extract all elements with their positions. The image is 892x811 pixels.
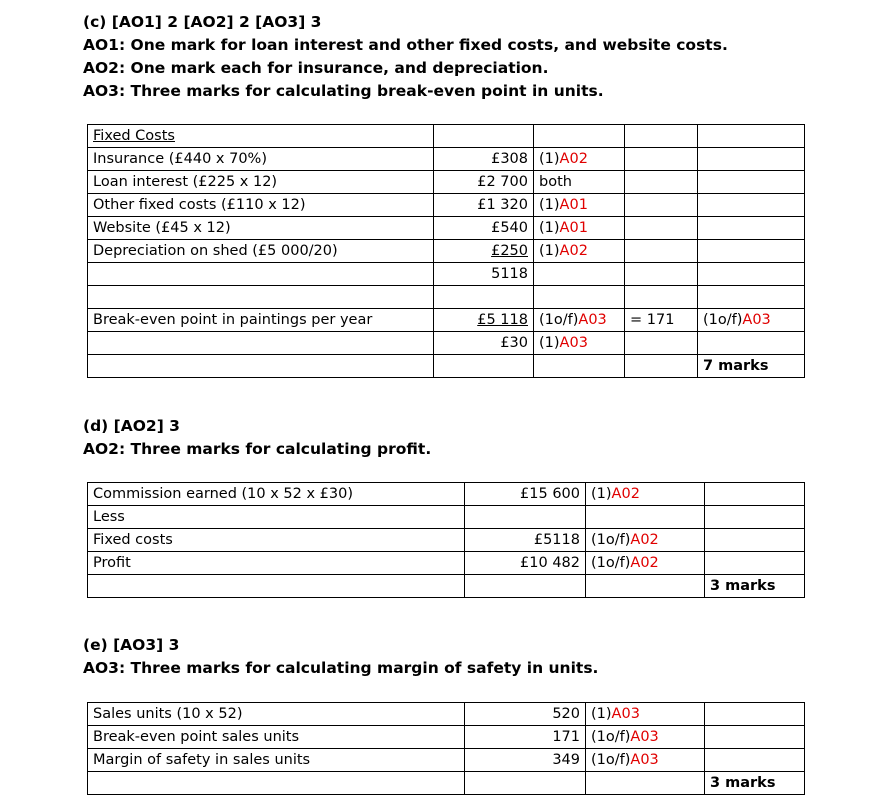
table-row bbox=[88, 772, 805, 795]
table-row bbox=[88, 726, 805, 749]
section-e-heading: (e) [AO3] 3 bbox=[83, 636, 180, 654]
table-row bbox=[88, 506, 805, 529]
table-row bbox=[88, 240, 805, 263]
section-d-line-1: AO2: Three marks for calculating profit. bbox=[83, 440, 432, 458]
row-mark: (1)A01 bbox=[534, 194, 625, 217]
row-label: Website (£45 x 12) bbox=[88, 217, 434, 240]
row-amount: £308 bbox=[434, 148, 534, 171]
row-label: Sales units (10 x 52) bbox=[88, 703, 465, 726]
row-amount: 520 bbox=[465, 703, 586, 726]
row-label: Fixed costs bbox=[88, 529, 465, 552]
section-d-heading: (d) [AO2] 3 bbox=[83, 417, 180, 435]
bep-result-mark: (1o/f)A03 bbox=[698, 309, 805, 332]
margin-of-safety-table bbox=[87, 702, 805, 795]
row-mark: (1o/f)A02 bbox=[586, 529, 705, 552]
table-row bbox=[88, 529, 805, 552]
table-row bbox=[88, 483, 805, 506]
bep-numerator: £5 118 bbox=[477, 312, 528, 328]
row-amount: 171 bbox=[465, 726, 586, 749]
row-amount: 349 bbox=[465, 749, 586, 772]
profit-table bbox=[87, 482, 805, 598]
row-amount: £250 bbox=[491, 243, 528, 259]
total-marks: 3 marks bbox=[705, 772, 805, 795]
section-e-line-1: AO3: Three marks for calculating margin of safety in units. bbox=[83, 659, 599, 677]
table-row bbox=[88, 355, 805, 378]
section-c-heading: (c) [AO1] 2 [AO2] 2 [AO3] 3 bbox=[83, 13, 322, 31]
row-mark: (1)A01 bbox=[534, 217, 625, 240]
row-mark: (1)A02 bbox=[534, 240, 625, 263]
total-marks: 3 marks bbox=[705, 575, 805, 598]
table-row bbox=[88, 575, 805, 598]
table-row bbox=[88, 749, 805, 772]
row-mark: (1)A03 bbox=[586, 703, 705, 726]
row-mark: both bbox=[534, 171, 625, 194]
fixed-costs-table bbox=[87, 124, 805, 378]
table-row bbox=[88, 286, 805, 309]
row-mark: (1o/f)A03 bbox=[586, 749, 705, 772]
row-amount: £15 600 bbox=[465, 483, 586, 506]
table-row bbox=[88, 332, 805, 355]
table-row bbox=[88, 171, 805, 194]
table-row bbox=[88, 309, 805, 332]
fixed-costs-total: 5118 bbox=[434, 263, 534, 286]
table-row bbox=[88, 194, 805, 217]
bep-label: Break-even point in paintings per year bbox=[88, 309, 434, 332]
row-label: Depreciation on shed (£5 000/20) bbox=[88, 240, 434, 263]
row-mark: (1)A02 bbox=[586, 483, 705, 506]
total-marks: 7 marks bbox=[698, 355, 805, 378]
table-row bbox=[88, 217, 805, 240]
section-c-line-2: AO2: One mark each for insurance, and depreciation. bbox=[83, 59, 549, 77]
row-label: Other fixed costs (£110 x 12) bbox=[88, 194, 434, 217]
row-label: Commission earned (10 x 52 x £30) bbox=[88, 483, 465, 506]
fixed-costs-heading: Fixed Costs bbox=[93, 128, 175, 144]
row-amount: £5118 bbox=[465, 529, 586, 552]
row-label: Loan interest (£225 x 12) bbox=[88, 171, 434, 194]
table-row bbox=[88, 703, 805, 726]
bep-result: = 171 bbox=[625, 309, 698, 332]
row-mark: (1o/f)A03 bbox=[586, 726, 705, 749]
row-label: Break-even point sales units bbox=[88, 726, 465, 749]
row-label: Insurance (£440 x 70%) bbox=[88, 148, 434, 171]
row-mark: (1o/f)A02 bbox=[586, 552, 705, 575]
row-amount: £540 bbox=[434, 217, 534, 240]
row-amount: £1 320 bbox=[434, 194, 534, 217]
bep-denominator-mark: (1)A03 bbox=[534, 332, 625, 355]
row-label: Less bbox=[88, 506, 465, 529]
row-mark: (1)A02 bbox=[534, 148, 625, 171]
row-amount: £2 700 bbox=[434, 171, 534, 194]
table-row bbox=[88, 125, 805, 148]
row-amount: £10 482 bbox=[465, 552, 586, 575]
table-row bbox=[88, 263, 805, 286]
row-label: Profit bbox=[88, 552, 465, 575]
table-row bbox=[88, 148, 805, 171]
section-c-line-3: AO3: Three marks for calculating break-even point in units. bbox=[83, 82, 604, 100]
bep-denominator: £30 bbox=[434, 332, 534, 355]
row-label: Margin of safety in sales units bbox=[88, 749, 465, 772]
section-c-line-1: AO1: One mark for loan interest and other fixed costs, and website costs. bbox=[83, 36, 728, 54]
bep-mark: (1o/f)A03 bbox=[534, 309, 625, 332]
table-row bbox=[88, 552, 805, 575]
